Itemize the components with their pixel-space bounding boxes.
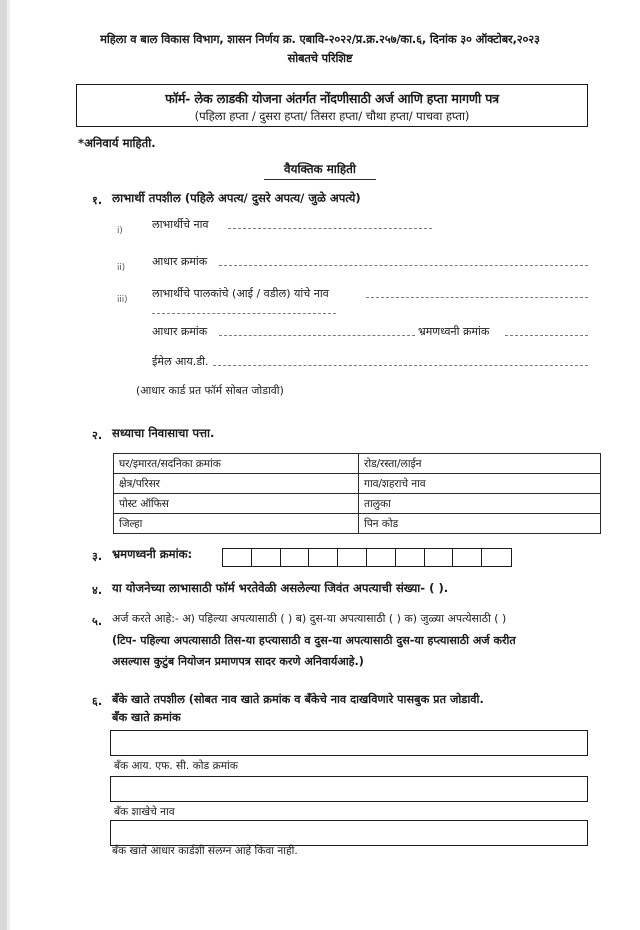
mobile-digit-cell[interactable] — [425, 549, 454, 566]
personal-info-heading: वैयक्तिक माहिती — [284, 162, 356, 176]
address-cell[interactable]: घर/इमारत/सदनिका क्रमांक — [114, 454, 359, 474]
mobile-digit-cell[interactable] — [482, 549, 511, 566]
parent-name-field-line-2[interactable] — [152, 313, 336, 314]
section-3-title: भ्रमणध्वनी क्रमांक: — [112, 547, 193, 561]
section-5-number: ५. — [92, 615, 103, 628]
address-table — [113, 453, 601, 534]
section-1-title: लाभार्थी तपशील (पहिले अपत्य/ दुसरे अपत्य/ जुळे अपत्ये) — [112, 191, 361, 205]
mandatory-info-note: *अनिवार्य माहिती. — [78, 136, 156, 150]
form-title-box — [76, 84, 588, 127]
table-row — [114, 514, 601, 534]
address-cell[interactable]: रोड/रस्ता/लाईन — [359, 454, 601, 474]
parent-name-field-line-1[interactable] — [366, 297, 588, 298]
section-5-note-line-2: असल्यास कुटुंब नियोजन प्रमाणपत्र सादर करणे अनिवार्यआहे.) — [112, 655, 364, 668]
bank-ifsc-input[interactable] — [110, 776, 588, 802]
section-1-item-2-marker: ii) — [117, 263, 126, 273]
section-2-title: सध्याचा निवासाचा पत्ता. — [112, 426, 215, 440]
header-line-1: महिला व बाल विकास विभाग, शासन निर्णय क्र. एबावि-२०२२/प्र.क्र.२५७/का.६, दिनांक ३० ऑक्टोबर,२०२३ — [100, 32, 540, 46]
mobile-digit-cell[interactable] — [396, 549, 425, 566]
address-cell[interactable]: पिन कोड — [359, 514, 601, 534]
mobile-digit-cell[interactable] — [281, 549, 310, 566]
parent-mobile-label: भ्रमणध्वनी क्रमांक — [418, 325, 490, 338]
aadhaar-copy-note: (आधार कार्ड प्रत फॉर्म सोबत जोडावी) — [136, 384, 284, 397]
beneficiary-name-label: लाभार्थीचे नाव — [152, 218, 209, 231]
form-title: फॉर्म- लेक लाडकी योजना अंतर्गत नोंदणीसाठी अर्ज आणि हप्ता मागणी पत्र — [165, 91, 499, 106]
parent-aadhaar-field-line[interactable] — [219, 335, 415, 336]
address-cell[interactable]: तालुका — [359, 494, 601, 514]
mobile-digit-cell[interactable] — [223, 549, 252, 566]
form-title-installments: (पहिला हप्ता / दुसरा हप्ता/ तिसरा हप्ता/ चौथा हप्ता/ पाचवा हप्ता) — [194, 109, 470, 123]
parent-mobile-field-line[interactable] — [505, 335, 588, 336]
section-5-title: अर्ज करते आहे:- अ) पहिल्या अपत्यासाठी ( ) ब) दुस-या अपत्यासाठी ( ) क) जुळ्या अपत्येसाठी ( ) — [112, 612, 507, 625]
section-2-number: २. — [92, 429, 103, 442]
mobile-digit-cell[interactable] — [338, 549, 367, 566]
table-row — [114, 494, 601, 514]
mobile-number-boxes[interactable] — [222, 548, 512, 567]
section-6-title: बँके खाते तपशील (सोबत नाव खाते क्रमांक व बँकेचे नाव दाखविणारे पासबुक प्रत जोडावी. — [112, 693, 484, 706]
address-cell[interactable]: क्षेत्र/परिसर — [114, 474, 359, 494]
table-row — [114, 474, 601, 494]
section-5-note-line-1: (टिप- पहिल्या अपत्यासाठी तिस-या हप्त्यासाठी व दुस-या अपत्यासाठी दुस-या हप्त्यासाठी अर्ज करीत — [112, 634, 516, 647]
section-4-title: या योजनेच्या लाभासाठी फॉर्म भरतेवेळी असलेल्या जिवंत अपत्याची संख्या- ( ). — [112, 581, 449, 595]
beneficiary-name-field-line[interactable] — [228, 228, 432, 229]
bank-branch-label: बँक शाखेचे नाव — [114, 806, 175, 818]
address-cell[interactable]: गाव/शहराचे नाव — [359, 474, 601, 494]
parent-aadhaar-label: आधार क्रमांक — [152, 325, 208, 338]
address-cell[interactable]: जिल्हा — [114, 514, 359, 534]
section-1-item-1-marker: i) — [117, 226, 123, 236]
bank-branch-input[interactable] — [110, 820, 588, 846]
section-4-number: ४. — [92, 584, 103, 597]
section-6-number: ६. — [92, 695, 103, 708]
email-label: ईमेल आय.डी. — [152, 355, 209, 368]
mobile-digit-cell[interactable] — [367, 549, 396, 566]
heading-underline — [264, 179, 376, 180]
section-1-item-3-marker: iii) — [117, 295, 128, 305]
mobile-digit-cell[interactable] — [252, 549, 281, 566]
bank-account-number-label: बँक खाते क्रमांक — [112, 711, 181, 724]
parent-name-label: लाभार्थीचे पालकांचे (आई / वडील) यांचे नाव — [152, 287, 329, 300]
bank-aadhaar-link-label: बँक खाते आधार कार्डशी संलग्न आहे किंवा नाही. — [112, 845, 298, 857]
bank-account-number-input[interactable] — [110, 730, 588, 756]
email-field-line[interactable] — [213, 365, 588, 366]
header-line-2: सोबतचे परिशिष्ट — [287, 51, 353, 65]
section-3-number: ३. — [92, 550, 103, 563]
mobile-digit-cell[interactable] — [453, 549, 482, 566]
beneficiary-aadhaar-label: आधार क्रमांक — [152, 255, 208, 268]
table-row — [114, 454, 601, 474]
beneficiary-aadhaar-field-line[interactable] — [219, 265, 588, 266]
bank-ifsc-label: बँक आय. एफ. सी. कोड क्रमांक — [114, 760, 238, 772]
section-1-number: १. — [92, 194, 103, 207]
mobile-digit-cell[interactable] — [309, 549, 338, 566]
address-cell[interactable]: पोस्ट ऑफिस — [114, 494, 359, 514]
